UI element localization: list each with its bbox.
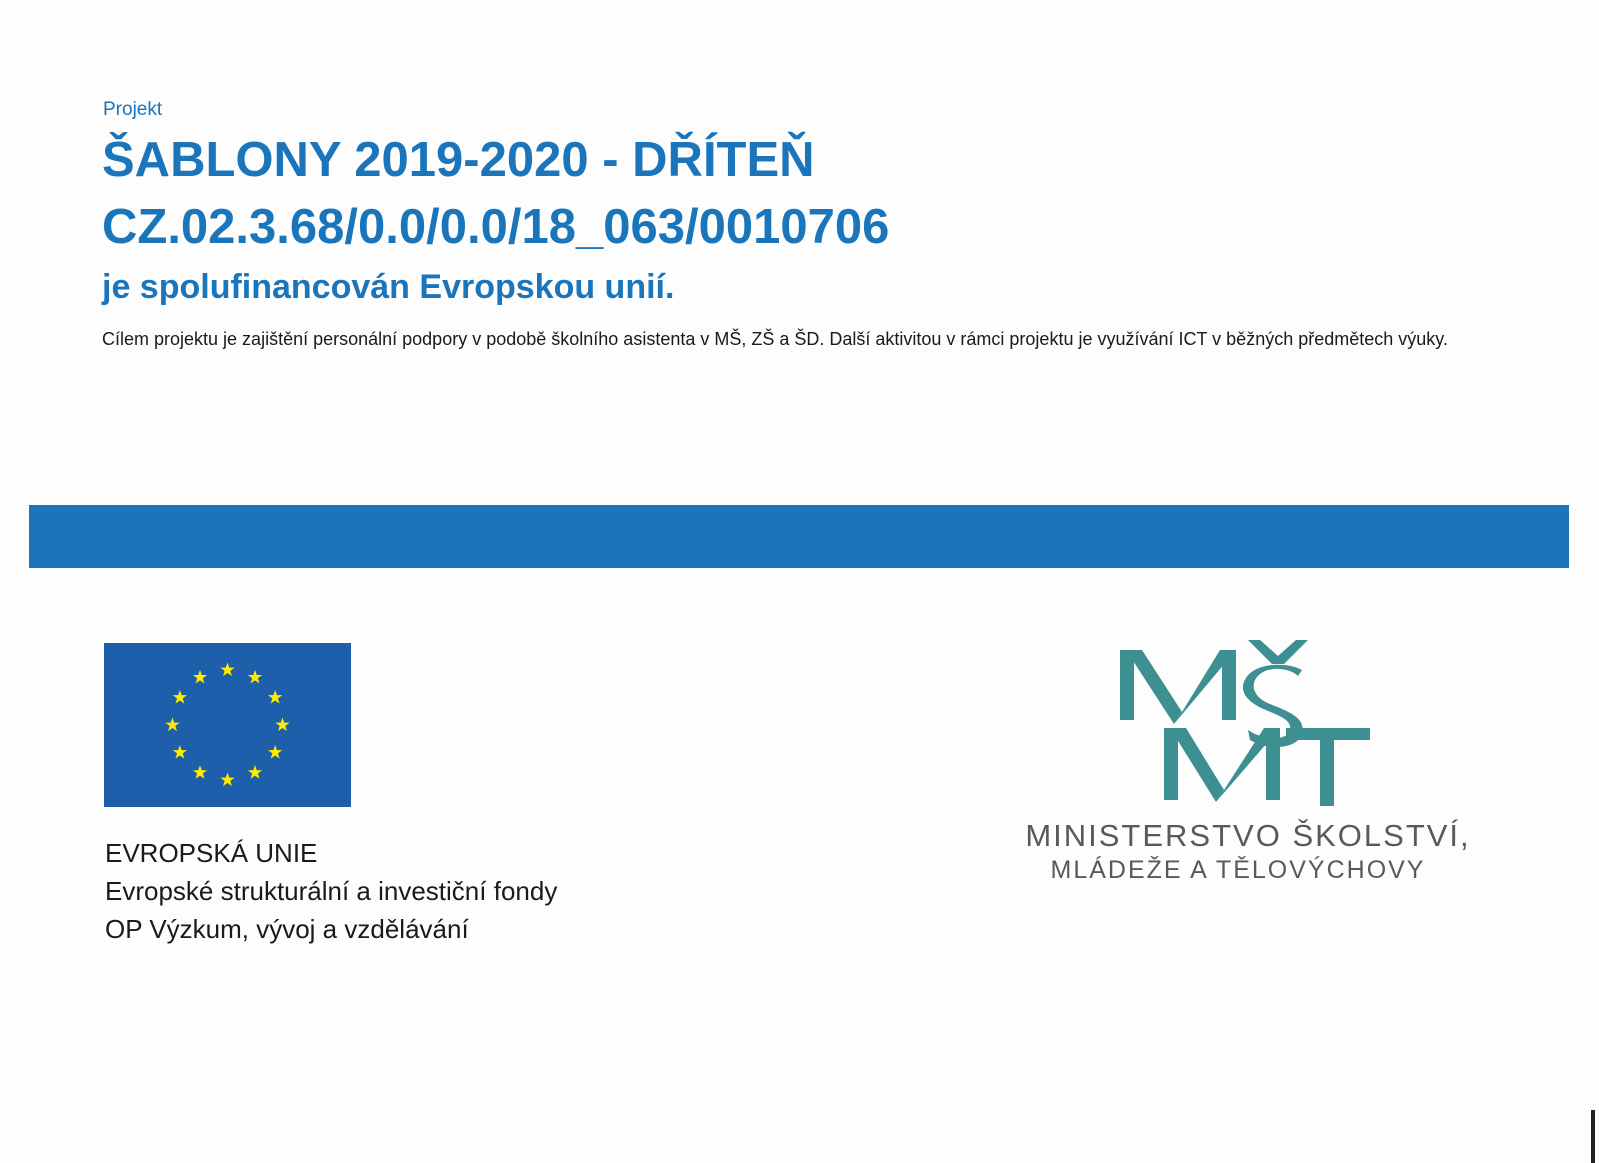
eu-name: EVROPSKÁ UNIE xyxy=(105,838,318,868)
cofinancing-statement: je spolufinancován Evropskou unií. xyxy=(102,268,675,306)
project-title: ŠABLONY 2019-2020 - DŘÍTEŇ xyxy=(102,133,815,187)
scan-edge-mark xyxy=(1591,1110,1595,1163)
eu-flag-icon xyxy=(104,643,351,807)
eu-funds-name: Evropské strukturální a investiční fondy xyxy=(105,876,558,906)
eu-funding-text xyxy=(105,834,557,948)
project-description: Cílem projektu je zajištění personální podpory v podobě školního asistenta v MŠ, ZŠ a ŠD. Další aktivitou v rámci projektu je využívání ICT v běžných předmětech výuky. xyxy=(102,329,1448,349)
eu-programme-name: OP Výzkum, vývoj a vzdělávání xyxy=(105,914,469,944)
blue-divider-band xyxy=(29,505,1569,568)
ministry-name-line1: MINISTERSTVO ŠKOLSTVÍ, xyxy=(1025,818,1471,853)
project-label: Projekt xyxy=(103,99,163,120)
project-registration-number: CZ.02.3.68/0.0/0.0/18_063/0010706 xyxy=(102,200,890,254)
ministry-name-line2: MLÁDEŽE A TĚLOVÝCHOVY xyxy=(1050,856,1426,884)
msmt-logo-icon xyxy=(1120,640,1380,815)
